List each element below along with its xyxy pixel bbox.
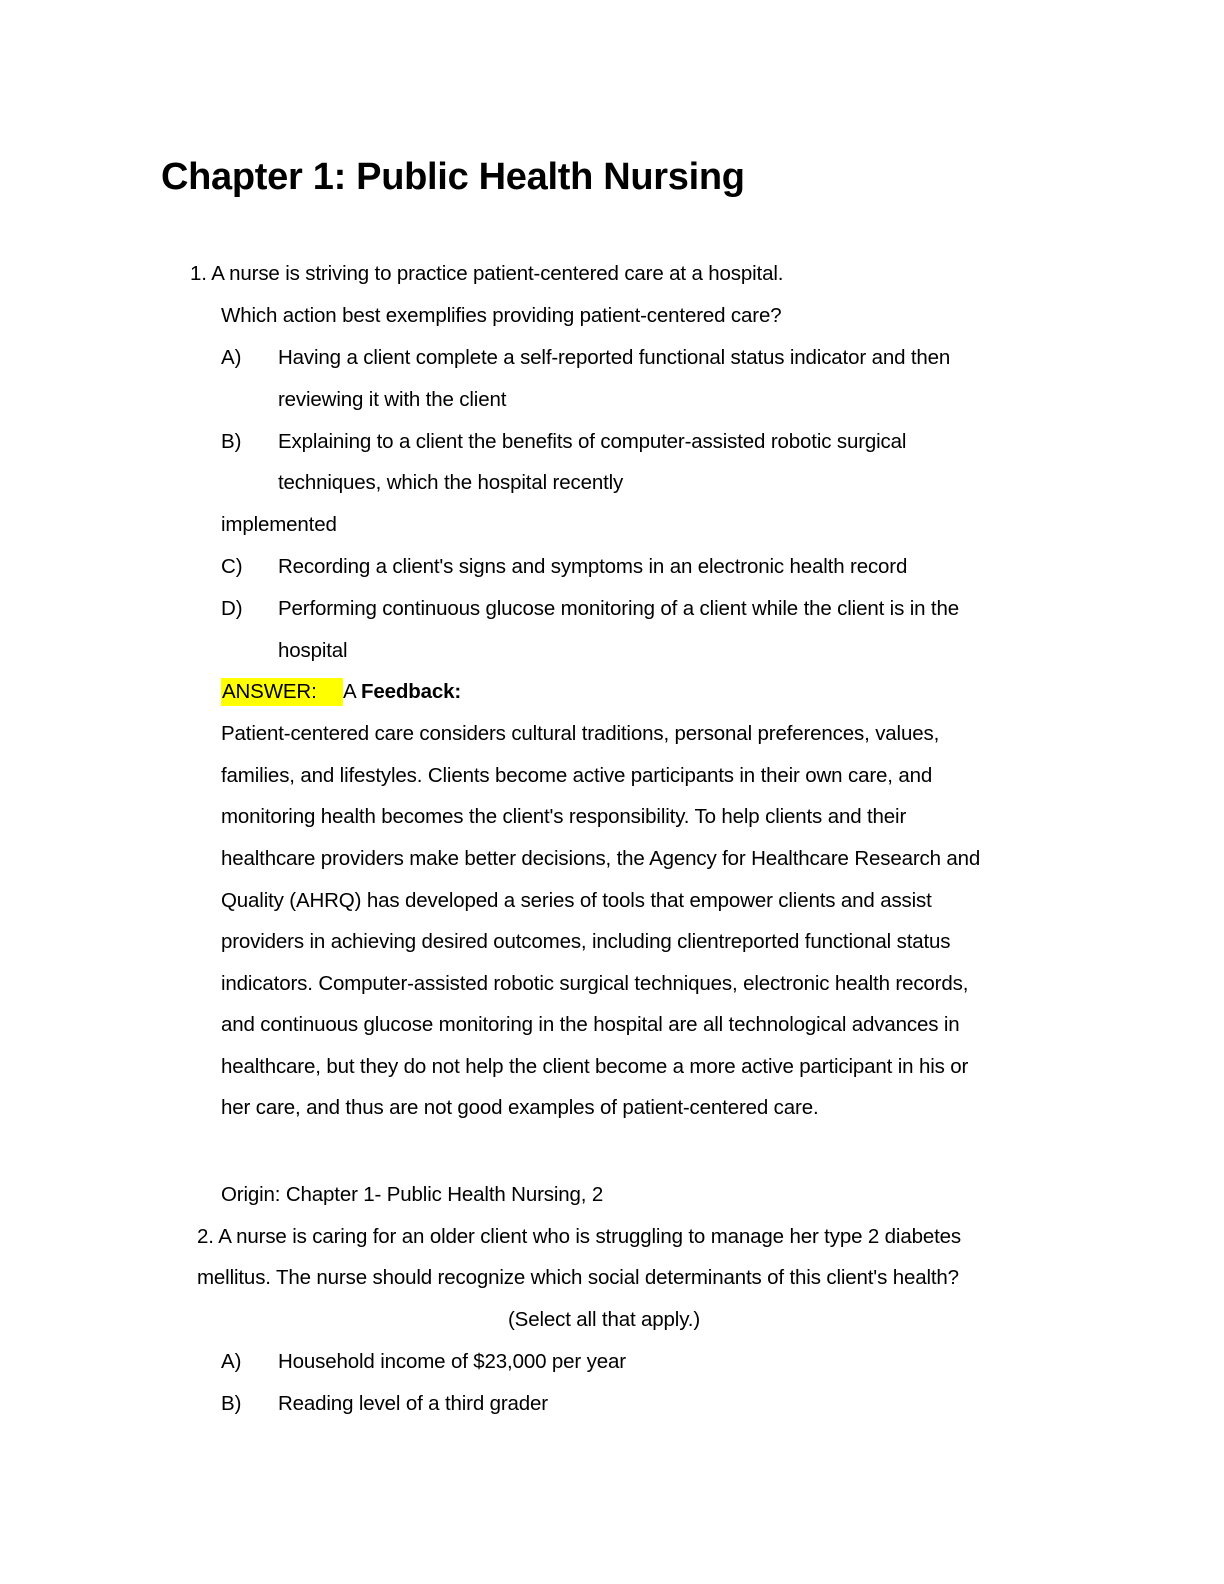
q1-option-c-text-1: Recording a client's signs and symptoms in an electronic health record <box>278 555 908 578</box>
q1-stem-line-1: 1. A nurse is striving to practice patient-centered care at a hospital. <box>190 262 784 285</box>
feedback-line-2: families, and lifestyles. Clients become active participants in their own care, and <box>221 764 933 787</box>
feedback-line-5: Quality (AHRQ) has developed a series of tools that empower clients and assist <box>221 889 932 912</box>
q2-stem-line-2: mellitus. The nurse should recognize which social determinants of this client's health? <box>197 1266 959 1289</box>
q2-option-a-label: A) <box>221 1350 242 1373</box>
q1-option-b-text-2: techniques, which the hospital recently <box>278 471 624 494</box>
q1-option-a-label: A) <box>221 346 242 369</box>
feedback-line-3: monitoring health becomes the client's responsibility. To help clients and their <box>221 805 907 828</box>
q2-stem-line-1: 2. A nurse is caring for an older client who is struggling to manage her type 2 diabetes <box>197 1225 961 1248</box>
q2-option-b-label: B) <box>221 1392 242 1415</box>
feedback-line-7: indicators. Computer-assisted robotic surgical techniques, electronic health records, <box>221 972 969 995</box>
q2-option-b-text-1: Reading level of a third grader <box>278 1392 548 1415</box>
q1-stem-line-2: Which action best exemplifies providing patient-centered care? <box>221 304 782 327</box>
q1-option-c-label: C) <box>221 555 243 578</box>
feedback-line-8: and continuous glucose monitoring in the hospital are all technological advances in <box>221 1013 960 1036</box>
q1-option-b-text-1: Explaining to a client the benefits of computer-assisted robotic surgical <box>278 430 907 453</box>
answer-value: A <box>343 680 356 703</box>
q2-option-a-text-1: Household income of $23,000 per year <box>278 1350 626 1373</box>
q1-option-b-label: B) <box>221 430 242 453</box>
feedback-line-9: healthcare, but they do not help the client become a more active participant in his or <box>221 1055 969 1078</box>
feedback-line-4: healthcare providers make better decisions, the Agency for Healthcare Research and <box>221 847 981 870</box>
q1-origin: Origin: Chapter 1- Public Health Nursing, 2 <box>221 1183 604 1206</box>
feedback-line-10: her care, and thus are not good examples of patient-centered care. <box>221 1096 819 1119</box>
chapter-title: Chapter 1: Public Health Nursing <box>161 156 745 198</box>
q1-answer-line <box>221 678 461 706</box>
q2-stem-line-3: (Select all that apply.) <box>508 1308 701 1331</box>
feedback-label: Feedback: <box>360 680 462 703</box>
q1-option-a-text-2: reviewing it with the client <box>278 388 507 411</box>
q1-option-d-text-2: hospital <box>278 639 348 662</box>
q1-option-b-text-3: implemented <box>221 513 337 536</box>
q1-option-d-text-1: Performing continuous glucose monitoring of a client while the client is in the <box>278 597 959 620</box>
feedback-line-6: providers in achieving desired outcomes, including clientreported functional status <box>221 930 951 953</box>
answer-highlight: ANSWER: <box>221 678 343 706</box>
q1-option-a-text-1: Having a client complete a self-reported functional status indicator and then <box>278 346 951 369</box>
feedback-line-1: Patient-centered care considers cultural traditions, personal preferences, values, <box>221 722 940 745</box>
q1-option-d-label: D) <box>221 597 243 620</box>
